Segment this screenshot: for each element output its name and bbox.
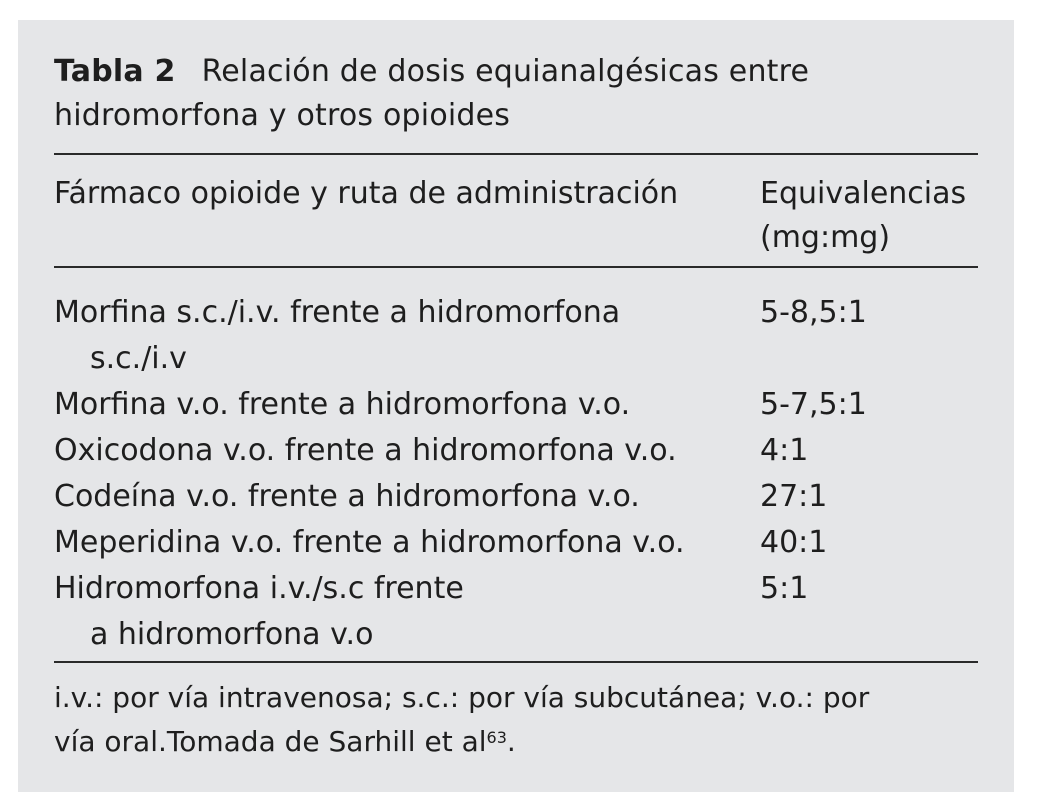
drug-text: Codeína v.o. frente a hidromorfona v.o.	[54, 479, 640, 514]
drug-text: Oxicodona v.o. frente a hidromorfona v.o.	[54, 433, 677, 468]
drug-text-continued: a hidromorfona v.o	[90, 617, 374, 652]
table-row	[54, 382, 994, 428]
drug-cell	[54, 520, 760, 566]
table-row	[54, 290, 994, 382]
equivalence-cell: 5-8,5:1	[760, 295, 867, 330]
drug-cell	[54, 566, 760, 658]
header-drug: Fármaco opioide y ruta de administración	[54, 176, 679, 211]
drug-text: Morfina v.o. frente a hidromorfona v.o.	[54, 387, 631, 422]
table-panel	[18, 20, 1014, 792]
drug-text: Hidromorfona i.v./s.c frente	[54, 571, 464, 606]
drug-cell	[54, 290, 760, 382]
table-body	[54, 290, 994, 658]
header-rule	[54, 266, 978, 268]
drug-cell	[54, 382, 760, 428]
header-eq-line-2: (mg:mg)	[760, 220, 891, 255]
table-title-line-1: Relación de dosis equianalgésicas entre	[201, 54, 810, 89]
footnote-line-1: i.v.: por vía intravenosa; s.c.: por vía subcutánea; v.o.: por	[54, 681, 870, 714]
footnote-text: vía oral.Tomada de Sarhill et al	[54, 725, 487, 758]
drug-text-continued: s.c./i.v	[90, 341, 187, 376]
table-caption	[54, 50, 984, 138]
bottom-rule	[54, 661, 978, 663]
top-rule	[54, 153, 978, 155]
footnote-reference: 63	[486, 728, 507, 747]
drug-cell	[54, 428, 760, 474]
equivalence-cell: 4:1	[760, 433, 809, 468]
header-eq-line-1: Equivalencias	[760, 176, 967, 211]
table-title-line-2: hidromorfona y otros opioides	[54, 98, 511, 133]
header-equivalence	[760, 172, 1000, 260]
drug-cell	[54, 474, 760, 520]
equivalence-cell: 5:1	[760, 571, 809, 606]
table-row	[54, 428, 994, 474]
table-footnote	[54, 676, 984, 764]
footnote-line-2	[54, 720, 984, 764]
caption-line-1	[54, 50, 984, 94]
equivalence-cell: 27:1	[760, 479, 828, 514]
equivalence-cell: 40:1	[760, 525, 828, 560]
drug-text: Meperidina v.o. frente a hidromorfona v.o.	[54, 525, 685, 560]
drug-text: Morfina s.c./i.v. frente a hidromorfona	[54, 295, 621, 330]
table-row	[54, 474, 994, 520]
footnote-end: .	[506, 725, 516, 758]
table-label: Tabla 2	[54, 54, 176, 89]
equivalence-cell: 5-7,5:1	[760, 387, 867, 422]
table-row	[54, 566, 994, 658]
table-row	[54, 520, 994, 566]
